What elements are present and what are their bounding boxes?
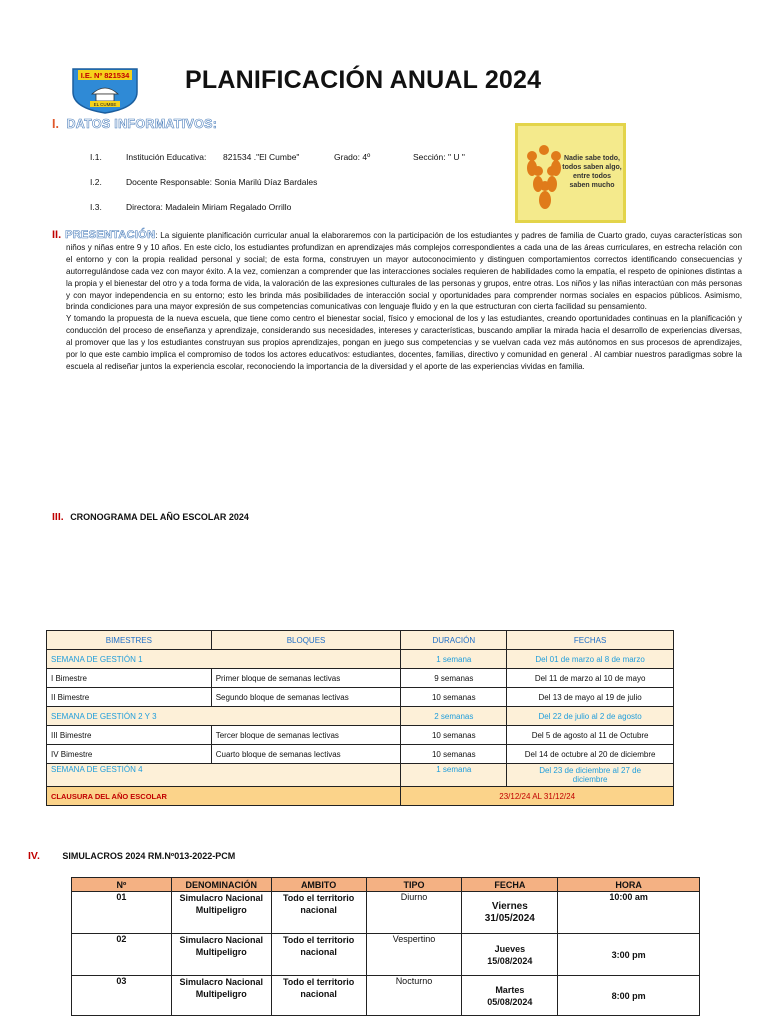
table-header-row (72, 878, 700, 892)
column-header: DURACIÓN (401, 631, 507, 650)
row-name: IV Bimestre (47, 745, 212, 764)
section-3-heading (52, 511, 249, 523)
section-1-title: DATOS INFORMATIVOS: (66, 117, 218, 131)
section-2-number: II. (52, 229, 62, 241)
section-4-heading (28, 850, 235, 862)
drill-scope: Todo el territorio nacional (271, 934, 366, 976)
section-3-title: CRONOGRAMA DEL AÑO ESCOLAR 2024 (70, 512, 249, 522)
drill-date: 05/08/2024 (487, 996, 533, 1007)
info-row-director (90, 202, 490, 214)
column-header: FECHAS (507, 631, 674, 650)
column-header: BLOQUES (211, 631, 401, 650)
info-num: I.3. (90, 202, 102, 212)
drill-number: 01 (72, 892, 172, 934)
table-row (72, 976, 700, 1016)
presentation-section (52, 229, 742, 373)
row-duration: 10 semanas (401, 726, 507, 745)
row-dates: 23/12/24 AL 31/12/24 (401, 787, 674, 806)
row-block: Cuarto bloque de semanas lectivas (211, 745, 401, 764)
row-dates: Del 14 de octubre al 20 de diciembre (507, 745, 674, 764)
grade-value: Grado: 4º (334, 152, 371, 162)
column-header: AMBITO (271, 878, 366, 892)
drill-type: Nocturno (366, 976, 462, 1016)
logo-subtext: EL CUMBE (93, 102, 117, 107)
row-dates: Del 23 de diciembre al 27 de diciembre (507, 764, 674, 787)
table-row (47, 707, 674, 726)
row-duration: 9 semanas (401, 669, 507, 688)
table-row (47, 726, 674, 745)
drill-date: 31/05/2024 (484, 912, 535, 924)
drill-time: 10:00 am (558, 892, 700, 934)
info-num: I.2. (90, 177, 102, 187)
row-name: CLAUSURA DEL AÑO ESCOLAR (47, 787, 401, 806)
section-1-number: I. (52, 117, 59, 131)
row-name: III Bimestre (47, 726, 212, 745)
column-header: Nº (72, 878, 172, 892)
column-header: HORA (558, 878, 700, 892)
table-row (47, 764, 674, 787)
info-label: Institución Educativa: (126, 152, 207, 162)
drill-date-cell (462, 934, 558, 976)
teacher-text: Docente Responsable: Sonia Marilú Díaz Bardales (126, 177, 318, 187)
row-name: II Bimestre (47, 688, 212, 707)
row-name: SEMANA DE GESTIÓN 4 (47, 764, 401, 787)
drill-day: Viernes (491, 900, 528, 912)
section-4-number: IV. (28, 850, 40, 862)
drill-date-cell (462, 892, 558, 934)
drill-time: 8:00 pm (558, 976, 700, 1016)
row-block: Primer bloque de semanas lectivas (211, 669, 401, 688)
logo-text: I.E. Nº 821534 (80, 71, 130, 80)
drill-scope: Todo el territorio nacional (271, 892, 366, 934)
director-text: Directora: Madalein Miriam Regalado Orrillo (126, 202, 292, 212)
row-block: Tercer bloque de semanas lectivas (211, 726, 401, 745)
section-2-title: PRESENTACIÓN (65, 229, 156, 241)
presentation-text-1: : La siguiente planificación curricular anual la elaboraremos con la participación de los estudiantes y padres de familia de Cuarto grado, cuyas características son niños y niñas entre 9 y 10 años. En este ciclo, los estudiantes profundizan en aprendizajes más complejos correspondientes a cada una de las áreas curriculares, en estrecha relación con el entorno y con la propia realidad personal y social; de esta forma, construyen un mayor autoconocimiento y distinguen comportamientos correctos identificando consecuencias y autorregulándose cada vez con mayor éxito. A la vez, comienzan a comprender que las interacciones sociales requieren de habilidades como la empatía, el respeto de opiniones distintas a la propia y el bienestar del otro y a toda forma de vida, la valoración de las expresiones culturales de las personas y grupos, entre otras. Los niños y las niñas interactúan con más personas y con mayor independencia en su entorno; esto les brinda más posibilidades de interacción social y oportunidades para comprender normas sociales en espacios públicos. Asimismo, brinda condiciones para una mayor expresión de sus competencias comunicativas con lenguaje fluido y en la que estructuran con cierta facilidad su pensamiento. (66, 231, 742, 312)
info-row-teacher (90, 177, 490, 189)
column-header: DENOMINACIÓN (171, 878, 271, 892)
row-duration: 2 semanas (401, 707, 507, 726)
row-name: SEMANA DE GESTIÓN 1 (47, 650, 401, 669)
row-dates: Del 01 de marzo al 8 de marzo (507, 650, 674, 669)
drill-type: Vespertino (366, 934, 462, 976)
column-header: TIPO (366, 878, 462, 892)
row-block: Segundo bloque de semanas lectivas (211, 688, 401, 707)
row-duration: 1 semana (401, 764, 507, 787)
school-value: 821534 ."El Cumbe" (223, 152, 300, 162)
presentation-paragraph-1 (52, 229, 742, 313)
school-year-schedule-table (46, 630, 674, 806)
row-duration: 10 semanas (401, 688, 507, 707)
table-row (47, 669, 674, 688)
section-1-heading (52, 117, 217, 131)
table-row (72, 892, 700, 934)
section-3-number: III. (52, 511, 64, 523)
school-logo (70, 66, 140, 114)
row-dates: Del 11 de marzo al 10 de mayo (507, 669, 674, 688)
drill-name: Simulacro Nacional Multipeligro (171, 892, 271, 934)
motivation-text: Nadie sabe todo, todos saben algo, entre todos saben mucho (562, 155, 622, 189)
column-header: FECHA (462, 878, 558, 892)
drill-name: Simulacro Nacional Multipeligro (171, 976, 271, 1016)
info-row-school (90, 152, 490, 164)
row-dates: Del 13 de mayo al 19 de julio (507, 688, 674, 707)
info-num: I.1. (90, 152, 102, 162)
row-name: I Bimestre (47, 669, 212, 688)
table-header-row (47, 631, 674, 650)
row-dates: Del 22 de julio al 2 de agosto (507, 707, 674, 726)
drill-date: 15/08/2024 (487, 955, 533, 966)
page-title: PLANIFICACIÓN ANUAL 2024 (185, 66, 542, 94)
table-row (47, 650, 674, 669)
section-value: Sección: " U " (413, 152, 465, 162)
presentation-paragraph-2: Y tomando la propuesta de la nueva escuela, que tiene como centro el bienestar social, físico y emocional de los y las estudiantes, creando oportunidades continuas en la planificación y conducción del proceso de enseñanza y aprendizaje, considerando sus necesidades, intereses y características, buscando ampliar la mirada hacia el desarrollo de experiencias diversas, al promover que las y los estudiantes construyan sus propios aprendizajes, pongan en juego sus competencias y se vuelvan cada vez más autónomos en sus procesos de aprendizajes, por lo que este cambio implica el compromiso de todos los actores educativos: estudiantes, docentes, familias, directivo y comunidad en general . Al cambiar nuestros paradigmas sobre la escuela al rediseñar juntos la experiencia escolar, reconociendo la importancia de la diversidad y el aporte de las experiencias vividas en familia. (66, 314, 742, 371)
row-duration: 1 semana (401, 650, 507, 669)
drill-time: 3:00 pm (558, 934, 700, 976)
row-dates: Del 5 de agosto al 11 de Octubre (507, 726, 674, 745)
row-name: SEMANA DE GESTIÓN 2 Y 3 (47, 707, 401, 726)
motivational-image (515, 123, 626, 223)
drill-name: Simulacro Nacional Multipeligro (171, 934, 271, 976)
column-header: BIMESTRES (47, 631, 212, 650)
drill-date-cell (462, 976, 558, 1016)
row-duration: 10 semanas (401, 745, 507, 764)
table-row (72, 934, 700, 976)
section-4-title: SIMULACROS 2024 RM.Nº013-2022-PCM (62, 851, 236, 861)
drill-scope: Todo el territorio nacional (271, 976, 366, 1016)
drills-table (71, 877, 700, 1016)
table-row (47, 688, 674, 707)
drill-type: Diurno (366, 892, 462, 934)
table-row (47, 787, 674, 806)
drill-day: Jueves (494, 943, 526, 954)
table-row (47, 745, 674, 764)
drill-number: 03 (72, 976, 172, 1016)
drill-day: Martes (495, 984, 525, 995)
drill-number: 02 (72, 934, 172, 976)
